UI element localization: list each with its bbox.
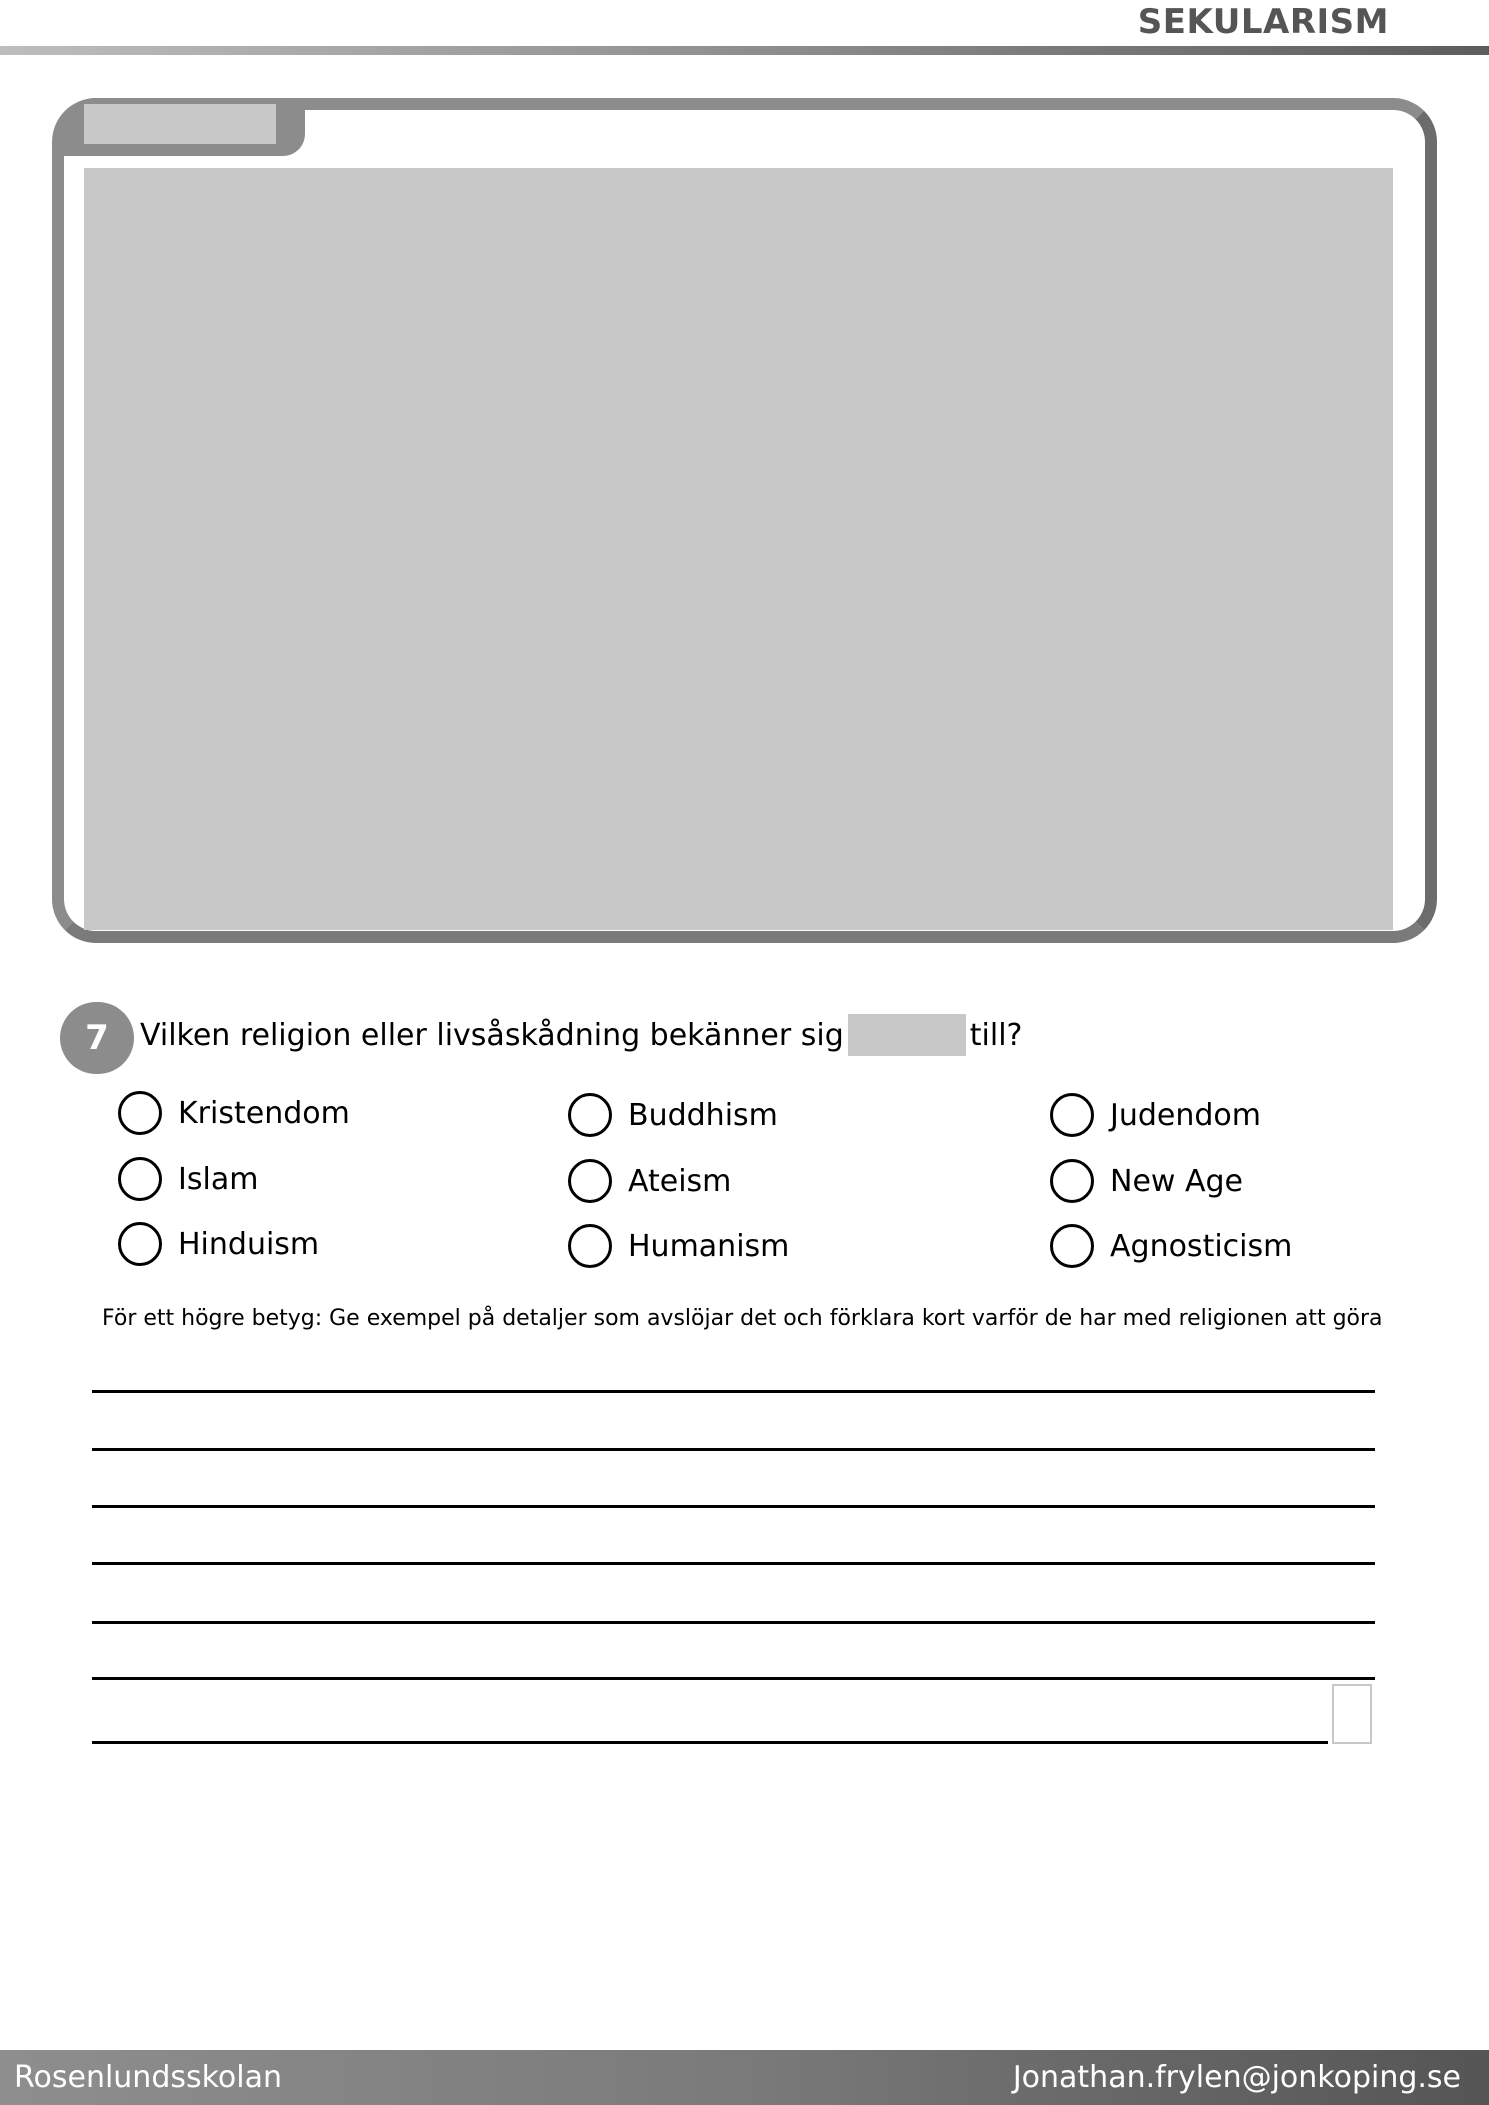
- option-label: Buddhism: [628, 1097, 778, 1133]
- radio-circle[interactable]: [118, 1157, 162, 1201]
- question-name-redaction: [848, 1014, 966, 1056]
- footer-email: Jonathan.frylen@jonkoping.se: [1012, 2060, 1461, 2095]
- option-islam[interactable]: [118, 1157, 258, 1201]
- option-label: Ateism: [628, 1163, 732, 1199]
- question-text: [140, 1014, 1022, 1056]
- option-kristendom[interactable]: [118, 1091, 350, 1135]
- answer-line[interactable]: [92, 1677, 1375, 1680]
- radio-circle[interactable]: [568, 1093, 612, 1137]
- answer-line[interactable]: [92, 1448, 1375, 1451]
- question-text-before: Vilken religion eller livsåskådning bekänner sig: [140, 1017, 844, 1053]
- page-header-title: SEKULARISM: [1137, 2, 1389, 42]
- option-buddhism[interactable]: [568, 1093, 778, 1137]
- option-label: Islam: [178, 1161, 259, 1197]
- redacted-image: [84, 168, 1393, 930]
- option-judendom[interactable]: [1050, 1093, 1261, 1137]
- question-number-badge: 7: [60, 1002, 134, 1074]
- footer-school: Rosenlundsskolan: [14, 2060, 283, 2095]
- option-agnosticism[interactable]: [1050, 1224, 1292, 1268]
- option-label: Hinduism: [178, 1226, 320, 1262]
- option-ateism[interactable]: [568, 1159, 731, 1203]
- option-label: New Age: [1110, 1163, 1243, 1199]
- radio-circle[interactable]: [568, 1159, 612, 1203]
- radio-circle[interactable]: [568, 1224, 612, 1268]
- footer-bar: [0, 2050, 1489, 2105]
- answer-line[interactable]: [92, 1621, 1375, 1624]
- option-hinduism[interactable]: [118, 1222, 319, 1266]
- grade-box: [1332, 1684, 1372, 1744]
- answer-line[interactable]: [92, 1741, 1328, 1744]
- radio-circle[interactable]: [1050, 1159, 1094, 1203]
- radio-circle[interactable]: [118, 1091, 162, 1135]
- option-new-age[interactable]: [1050, 1159, 1243, 1203]
- option-label: Judendom: [1110, 1097, 1261, 1133]
- option-label: Humanism: [628, 1228, 790, 1264]
- option-label: Kristendom: [178, 1095, 350, 1131]
- option-label: Agnosticism: [1110, 1228, 1293, 1264]
- radio-circle[interactable]: [1050, 1224, 1094, 1268]
- instruction-text: För ett högre betyg: Ge exempel på detaljer som avslöjar det och förklara kort varför de har med religionen att göra: [102, 1306, 1383, 1331]
- radio-circle[interactable]: [118, 1222, 162, 1266]
- question-text-after: till?: [969, 1017, 1023, 1053]
- answer-line[interactable]: [92, 1505, 1375, 1508]
- answer-line[interactable]: [92, 1562, 1375, 1565]
- header-rule: [0, 46, 1489, 55]
- option-humanism[interactable]: [568, 1224, 789, 1268]
- frame-tab-redaction: [84, 104, 276, 144]
- answer-line[interactable]: [92, 1390, 1375, 1393]
- radio-circle[interactable]: [1050, 1093, 1094, 1137]
